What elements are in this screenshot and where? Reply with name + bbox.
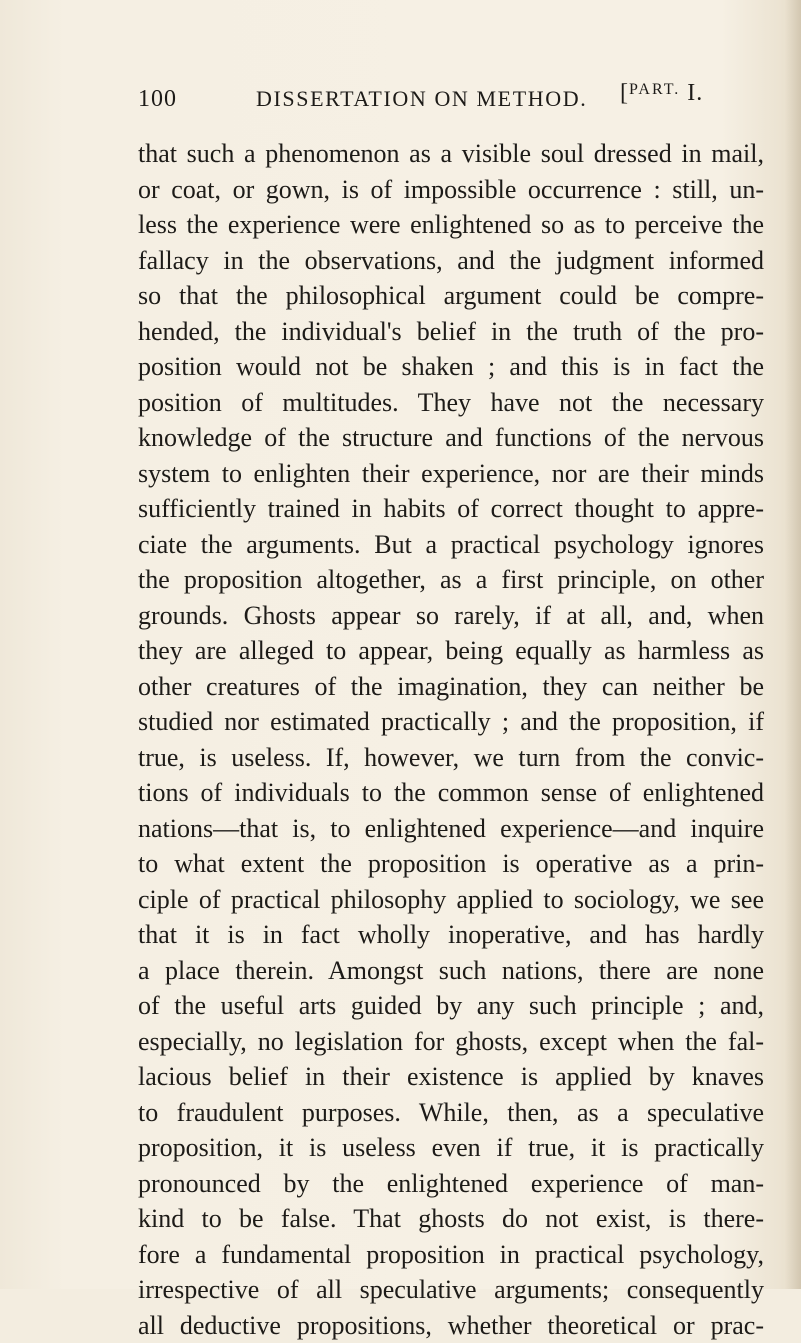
running-head <box>138 78 778 118</box>
text-line: sufficiently trained in habits of correct thought to appre- <box>138 491 764 527</box>
text-line: especially, no legislation for ghosts, except when the fal- <box>138 1024 764 1060</box>
text-line: position would not be shaken ; and this is in fact the <box>138 349 764 385</box>
text-line: position of multitudes. They have not the necessary <box>138 385 764 421</box>
text-line: they are alleged to appear, being equally as harmless as <box>138 633 764 669</box>
text-line: fallacy in the observations, and the judgment informed <box>138 243 764 279</box>
text-line: that it is in fact wholly inoperative, and has hardly <box>138 917 764 953</box>
text-line: the proposition altogether, as a first principle, on other <box>138 562 764 598</box>
text-line: of the useful arts guided by any such principle ; and, <box>138 988 764 1024</box>
text-line: pronounced by the enlightened experience of man- <box>138 1166 764 1202</box>
text-line: system to enlighten their experience, nor are their minds <box>138 456 764 492</box>
text-line: ciple of practical philosophy applied to sociology, we see <box>138 882 764 918</box>
text-line: knowledge of the structure and functions of the nervous <box>138 420 764 456</box>
part-label: [$^{PART.}$ I. <box>620 80 703 107</box>
page-number: 100 <box>138 86 177 113</box>
text-line: hended, the individual's belief in the truth of the pro- <box>138 314 764 350</box>
text-line: studied nor estimated practically ; and the proposition, if <box>138 704 764 740</box>
text-line: fore a fundamental proposition in practical psychology, <box>138 1237 764 1273</box>
text-line: proposition, it is useless even if true, it is practically <box>138 1130 764 1166</box>
text-line: so that the philosophical argument could be compre- <box>138 278 764 314</box>
text-line: to what extent the proposition is operative as a prin- <box>138 846 764 882</box>
body-text <box>138 136 764 1343</box>
text-line: a place therein. Amongst such nations, there are none <box>138 953 764 989</box>
text-line: true, is useless. If, however, we turn from the convic- <box>138 740 764 776</box>
text-line: tions of individuals to the common sense of enlightened <box>138 775 764 811</box>
text-line: lacious belief in their existence is applied by knaves <box>138 1059 764 1095</box>
text-line: kind to be false. That ghosts do not exist, is there- <box>138 1201 764 1237</box>
text-line: grounds. Ghosts appear so rarely, if at all, and, when <box>138 598 764 634</box>
text-line: to fraudulent purposes. While, then, as a speculative <box>138 1095 764 1131</box>
text-line: ciate the arguments. But a practical psychology ignores <box>138 527 764 563</box>
text-line: that such a phenomenon as a visible soul dressed in mail, <box>138 136 764 172</box>
text-line: other creatures of the imagination, they can neither be <box>138 669 764 705</box>
text-line: all deductive propositions, whether theoretical or prac- <box>138 1308 764 1343</box>
text-line: or coat, or gown, is of impossible occurrence : still, un- <box>138 172 764 208</box>
part-label-word: PART. <box>629 81 680 98</box>
text-line: less the experience were enlightened so as to perceive the <box>138 207 764 243</box>
text-line: irrespective of all speculative arguments; consequently <box>138 1272 764 1308</box>
text-line: nations—that is, to enlightened experience—and inquire <box>138 811 764 847</box>
running-title: DISSERTATION ON METHOD. <box>256 86 587 112</box>
page-edge-shadow <box>785 0 801 1289</box>
